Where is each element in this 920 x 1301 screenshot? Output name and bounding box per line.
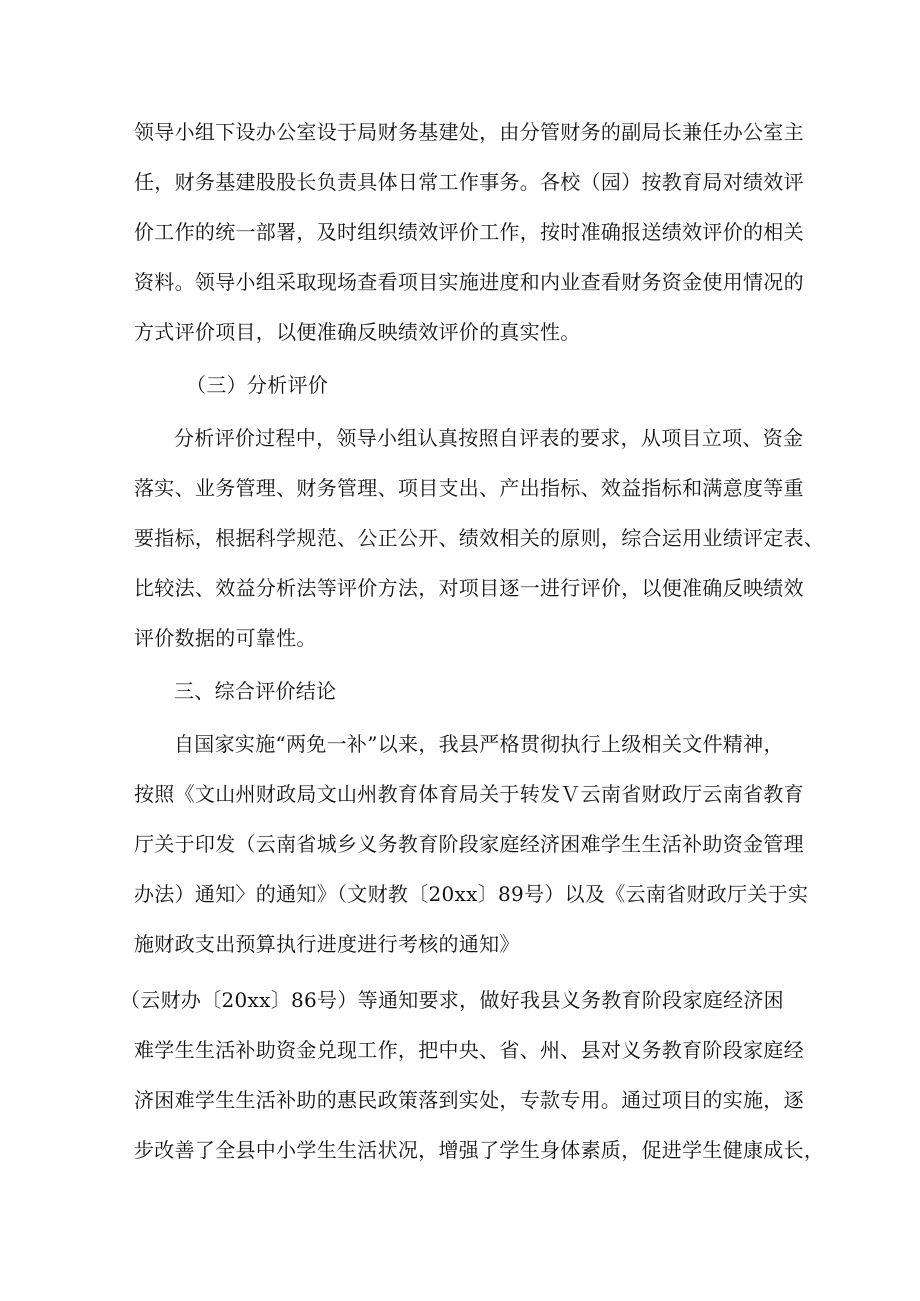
text-line: 施财政支出预算执行进度进行考核的通知》 xyxy=(134,932,520,956)
text-line: 济困难学生生活补助的惠民政策落到实处，专款专用。通过项目的实施，逐 xyxy=(134,1088,804,1112)
section-heading-conclusion: 三、综合评价结论 xyxy=(174,679,337,703)
text-line: 自国家实施“两免一补”以来，我县严格贯彻执行上级相关文件精神， xyxy=(174,732,784,756)
text-line: 领导小组下设办公室设于局财务基建处，由分管财务的副局长兼任办公室主 xyxy=(134,120,804,144)
text-line: 方式评价项目，以便准确反映绩效评价的真实性。 xyxy=(134,320,581,344)
text-line: 任，财务基建股股长负责具体日常工作事务。各校（园）按教育局对绩效评 xyxy=(134,170,804,194)
text-line: 落实、业务管理、财务管理、项目支出、产出指标、效益指标和满意度等重 xyxy=(134,476,804,500)
text-line: 办法）通知〉的通知》（文财教〔20xx〕89号）以及《云南省财政厅关于实 xyxy=(134,882,809,906)
text-line: （云财办〔20xx〕86号）等通知要求，做好我县义务教育阶段家庭经济困 xyxy=(120,988,784,1012)
text-line: 步改善了全县中小学生生活状况，增强了学生身体素质，促进学生健康成长， xyxy=(134,1138,825,1162)
text-line: 比较法、效益分析法等评价方法，对项目逐一进行评价，以便准确反映绩效 xyxy=(134,576,804,600)
text-line: 价工作的统一部署，及时组织绩效评价工作，按时准确报送绩效评价的相关 xyxy=(134,220,804,244)
section-heading-analysis: （三）分析评价 xyxy=(186,373,329,397)
text-line: 按照《文山州财政局文山州教育体育局关于转发Ｖ云南省财政厅云南省教育 xyxy=(134,782,804,806)
text-line: 难学生生活补助资金兑现工作，把中央、省、州、县对义务教育阶段家庭经 xyxy=(134,1038,804,1062)
text-line: 分析评价过程中，领导小组认真按照自评表的要求，从项目立项、资金 xyxy=(174,426,804,450)
text-line: 要指标，根据科学规范、公正公开、绩效相关的原则，综合运用业绩评定表、 xyxy=(134,526,825,550)
text-line: 资料。领导小组采取现场查看项目实施进度和内业查看财务资金使用情况的 xyxy=(134,270,804,294)
text-line: 厅关于印发（云南省城乡义务教育阶段家庭经济困难学生生活补助资金管理 xyxy=(134,832,804,856)
text-line: 评价数据的可靠性。 xyxy=(134,626,317,650)
